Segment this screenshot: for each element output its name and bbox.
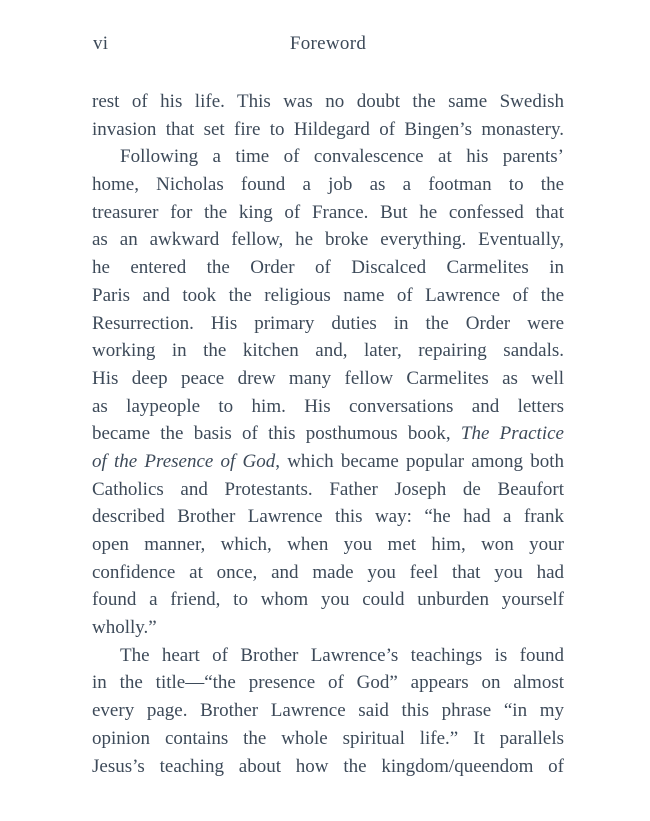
text-line: of the Presence of God, which became popular among both bbox=[92, 450, 564, 472]
text-line: Jesus’s teaching about how the kingdom/queendom of bbox=[92, 755, 564, 777]
text-line: Resurrection. His primary duties in the Order were bbox=[92, 312, 564, 334]
text-line: invasion that set fire to Hildegard of Bingen’s monastery. bbox=[92, 118, 564, 140]
page-number: vi bbox=[93, 33, 109, 54]
text-line: confidence at once, and made you feel that you had bbox=[92, 561, 564, 583]
text-line: treasurer for the king of France. But he confessed that bbox=[92, 201, 564, 223]
text-line: opinion contains the whole spiritual life.” It parallels bbox=[92, 727, 564, 749]
text-line: every page. Brother Lawrence said this phrase “in my bbox=[92, 700, 564, 722]
text-line: Catholics and Protestants. Father Joseph de Beaufort bbox=[92, 478, 564, 500]
text-line: found a friend, to whom you could unburden yourself bbox=[92, 589, 564, 611]
text-line: working in the kitchen and, later, repairing sandals. bbox=[92, 340, 564, 362]
body-text bbox=[92, 88, 564, 780]
text-line: Paris and took the religious name of Lawrence of the bbox=[92, 284, 564, 306]
text-line: became the basis of this posthumous book, The Practice bbox=[92, 423, 564, 445]
text-line: Following a time of convalescence at his parents’ bbox=[120, 146, 564, 168]
text-line: wholly.” bbox=[92, 617, 157, 639]
text-line: in the title—“the presence of God” appears on almost bbox=[92, 672, 564, 694]
text-line: His deep peace drew many fellow Carmelites as well bbox=[92, 367, 564, 389]
running-head-title: Foreword bbox=[289, 33, 367, 54]
text-line: home, Nicholas found a job as a footman to the bbox=[92, 174, 564, 196]
text-line: rest of his life. This was no doubt the same Swedish bbox=[92, 91, 564, 112]
text-line: as an awkward fellow, he broke everything. Eventually, bbox=[92, 229, 564, 251]
text-line: The heart of Brother Lawrence’s teachings is found bbox=[120, 644, 564, 666]
text-line: as laypeople to him. His conversations and letters bbox=[92, 395, 564, 417]
text-line: he entered the Order of Discalced Carmelites in bbox=[92, 257, 564, 279]
text-line: open manner, which, when you met him, won your bbox=[92, 534, 564, 555]
text-line: described Brother Lawrence this way: “he had a frank bbox=[92, 506, 564, 528]
running-header bbox=[92, 30, 564, 58]
